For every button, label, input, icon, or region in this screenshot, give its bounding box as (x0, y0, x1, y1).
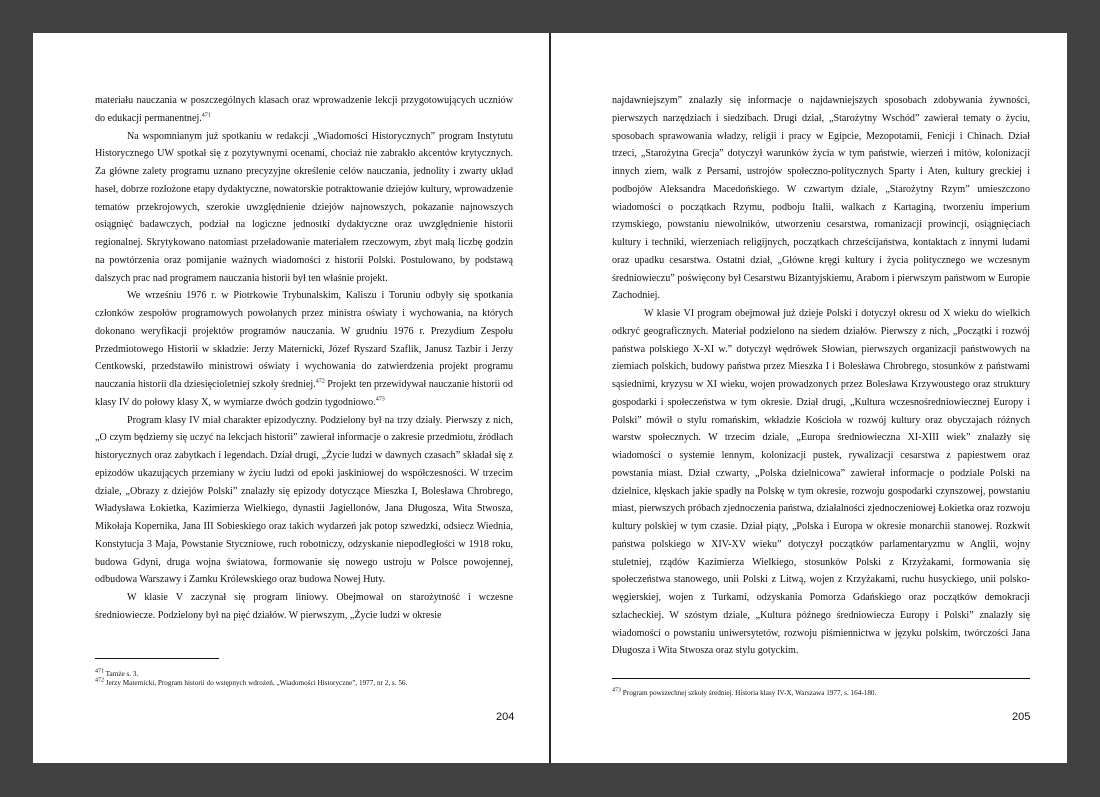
paragraph-text: Na wspomnianym już spotkaniu w redakcji „Wiadomości Historycznych” program Instytutu Historycznego UW spotkał się z pozytywnymi ocenami, chociaż nie zabrakło akcentów krytycznych. Za główne zalety programu uznano precyzyjne określenie celów nauczania, jednolity i zwarty układ haseł, dobrze rozłożone etapy dydaktyczne, nowatorskie potraktowanie dziejów kultury, wprowadzenie tematów przekrojowych, szerokie uwzględnienie dziejów najnowszych, pokazanie najnowszych osiągnięć badawczych, podział na logiczne jednostki dydaktyczne oraz uwzględnienie historii regionalnej. Skrytykowano natomiast przeładowanie materiałem rzeczowym, zbyt małą liczbę godzin na powtórzenia oraz pomijanie ważnych wiadomości z historii Polski. Postulowano, by podstawą dalszych prac nad programem nauczania historii był ten właśnie projekt. (95, 130, 513, 284)
paragraph (95, 589, 513, 625)
paragraph-text: W klasie VI program obejmował już dzieje Polski i dotyczył okresu od X wieku do wielkich odkryć geograficznych. Materiał podzielono na siedem działów. Pierwszy z nich, „Początki i rozwój państwa polskiego X-XI w.” dotyczył wędrówek Słowian, pierwszych organizacji państwowych na ziemiach polskich, budowy państwa przez Mieszka I i Bolesława Chrobrego, stosunków z państwami sąsiednimi, kryzysu w XI wieku, wojen prowadzonych przez Bolesława Krzywoustego oraz struktury gospodarki i społeczeństwa w tym okresie. Dział drugi, „Kultura wczesnośredniowiecznej Europy i Polski” mówił o stylu romańskim, wkładzie Kościoła w rozwój kultury oraz obyczajach różnych warstw społecznych. W trzecim dziale, „Europa średniowieczna XI-XIII wiek” znalazły się wiadomości o systemie lennym, kolonizacji pustek, rywalizacji cesarstwa z papiestwem oraz powstania miast. Dział czwarty, „Polska dzielnicowa” zawierał informacje o podziale Polski na dzielnice, klęskach jakie spadły na Polskę w tym okresie, rozwoju gospodarki czynszowej, powstaniu miast, pierwszych próbach zjednoczenia państwa, działalności zjednoczeniowej Łokietka oraz rozwoju kultury polskiej w tym czasie. Dział piąty, „Polska i Europa w okresie monarchii stanowej. Rozkwit państwa polskiego w XIV-XV wieku” dotyczył początków parlamentaryzmu w Anglii, wojny stuletniej, rządów Kazimierza Wielkiego, stosunków Polski z Krzyżakami, formowania się społeczeństwa stanowego, unii Polski z Litwą, wojen z Krzyżakami, ruchu husyckiego, unii polsko-węgierskiej, wojen z Turkami, odzyskania Pomorza Gdańskiego oraz początków demokracji szlacheckiej. W szóstym dziale, „Kultura późnego średniowiecza Europy i Polski” znalazły się wiadomości o powstaniu uniwersytetów, rozwoju piśmiennictwa w języku polskim, twórczości Jana Długosza i Wita Stwosza oraz stylu gotyckim. (612, 308, 1030, 657)
footnote-text: Program powszechnej szkoły średniej. Historia klasy IV-X, Warszawa 1977, s. 164-180. (621, 689, 877, 697)
paragraph-text: najdawniejszym” znalazły się informacje o najdawniejszych sposobach zdobywania żywności, pierwszych narzędziach i siedzibach. Drugi dział, „Starożytny Wschód” zawierał tematy o życiu, sposobach sprawowania władzy, religii i pracy w Egipcie, Mezopotamii, Fenicji i Chinach. Dział trzeci, „Starożytna Grecja” dotyczył warunków życia w tym państwie, wierzeń i mitów, kolonizacji innych ziem, walk z Persami, ustrojów społeczno-politycznych Sparty i Aten, kultury greckiej i podbojów Aleksandra Macedońskiego. W czwartym dziale, „Starożytny Rzym” umieszczono wiadomości o początkach Rzymu, podboju Italii, walkach z Kartaginą, tworzeniu imperium rzymskiego, powstaniu niewolników, utworzeniu cesarstwa, romanizacji prowincji, osiągnięciach kultury i techniki, wierzeniach religijnych, początkach chrześcijaństwa, kontaktach z innymi ludami oraz upadku cesarstwa. Ostatni dział, „Główne kręgi kultury i życia politycznego we wczesnym średniowieczu” poświęcony był Cesarstwu Bizantyjskiemu, Arabom i pierwszym państwom w Europie Zachodniej. (612, 95, 1030, 302)
footnote-number: 472 (95, 677, 104, 684)
paragraph (612, 305, 1030, 660)
paragraph-text: Projekt ten przewidywał nauczanie historii od klasy IV do połowy klasy X, w wymiarze dwóch godzin tygodniowo. (95, 379, 513, 408)
footnote-text: Tamże s. 3. (104, 670, 139, 678)
footnote-reference: 472 (315, 378, 325, 385)
footnote-text: Jerzy Maternicki, Program historii do wstępnych wdrożeń, „Wiadomości Historyczne”, 1977, nr 2, s. 56. (104, 679, 408, 687)
page-number: 205 (1012, 711, 1031, 723)
paragraph-text: W klasie V zaczynał się program liniowy. Obejmował on starożytność i wczesne średniowiecze. Podzielony był na pięć działów. W pierwszym, „Życie ludzi w okresie (95, 592, 513, 621)
footnote-reference: 473 (375, 396, 385, 403)
paragraph (95, 287, 513, 411)
left-page-footnotes (95, 670, 515, 688)
paragraph-text: We wrześniu 1976 r. w Piotrkowie Trybunalskim, Kaliszu i Toruniu odbyły się spotkania członków zespołów programowych powołanych przez ministra oświaty i wychowania, na których dokonano weryfikacji projektów programów nauczania. W grudniu 1976 r. Prezydium Zespołu Przedmiotowego Historii w składzie: Jerzy Maternicki, Józef Ryszard Szaflik, Janusz Tazbir i Jerzy Centkowski, przedstawiło ministrowi oświaty i wychowania do zatwierdzenia projekt programu nauczania historii dla dziesięcioletniej szkoły średniej. (95, 290, 513, 390)
footnote-separator (612, 678, 1030, 679)
paragraph-text: Program klasy IV miał charakter epizodyczny. Podzielony był na trzy działy. Pierwszy z nich, „O czym będziemy się uczyć na lekcjach historii” zawierał informacje o zakresie przedmiotu, źródłach historycznych oraz zabytkach i legendach. Dział drugi, „Życie ludzi w dawnych czasach” składał się z epizodów ukazujących przemiany w życiu ludzi od epoki jaskiniowej do współczesności. W trzecim dziale, „Obrazy z dziejów Polski” znalazły się epizody dotyczące Mieszka I, Bolesława Chrobrego, Władysława Łokietka, Kazimierza Wielkiego, dynastii Jagiellonów, Jana Długosza, Wita Stwosza, Mikołaja Kopernika, Jana III Sobieskiego oraz takich wydarzeń jak potop szwedzki, odsiecz Wiednia, Konstytucja 3 Maja, Powstanie Styczniowe, ruch robotniczy, odzyskanie niepodległości w 1918 roku, budowa Gdyni, druga wojna światowa, formowanie się nowego ustroju w Polsce powojennej, odbudowa Warszawy i Zamku Królewskiego oraz budowa Nowej Huty. (95, 414, 513, 586)
paragraph (95, 128, 513, 288)
left-page-body (95, 92, 513, 625)
paragraph (612, 92, 1030, 305)
paragraph (95, 412, 513, 590)
footnote-number: 473 (612, 687, 621, 694)
left-page (33, 33, 549, 763)
right-page-footnotes (612, 689, 1032, 698)
footnote (612, 689, 1032, 698)
footnote (95, 670, 515, 679)
footnote-number: 471 (95, 668, 104, 675)
footnote (95, 679, 515, 688)
right-page (551, 33, 1067, 763)
paragraph-text: materiału nauczania w poszczególnych klasach oraz wprowadzenie lekcji przygotowujących uczniów do edukacji permanentnej. (95, 95, 513, 124)
footnote-reference: 471 (201, 112, 211, 119)
paragraph (95, 92, 513, 128)
right-page-body (612, 92, 1030, 660)
page-number: 204 (496, 711, 515, 723)
footnote-separator (95, 658, 219, 659)
